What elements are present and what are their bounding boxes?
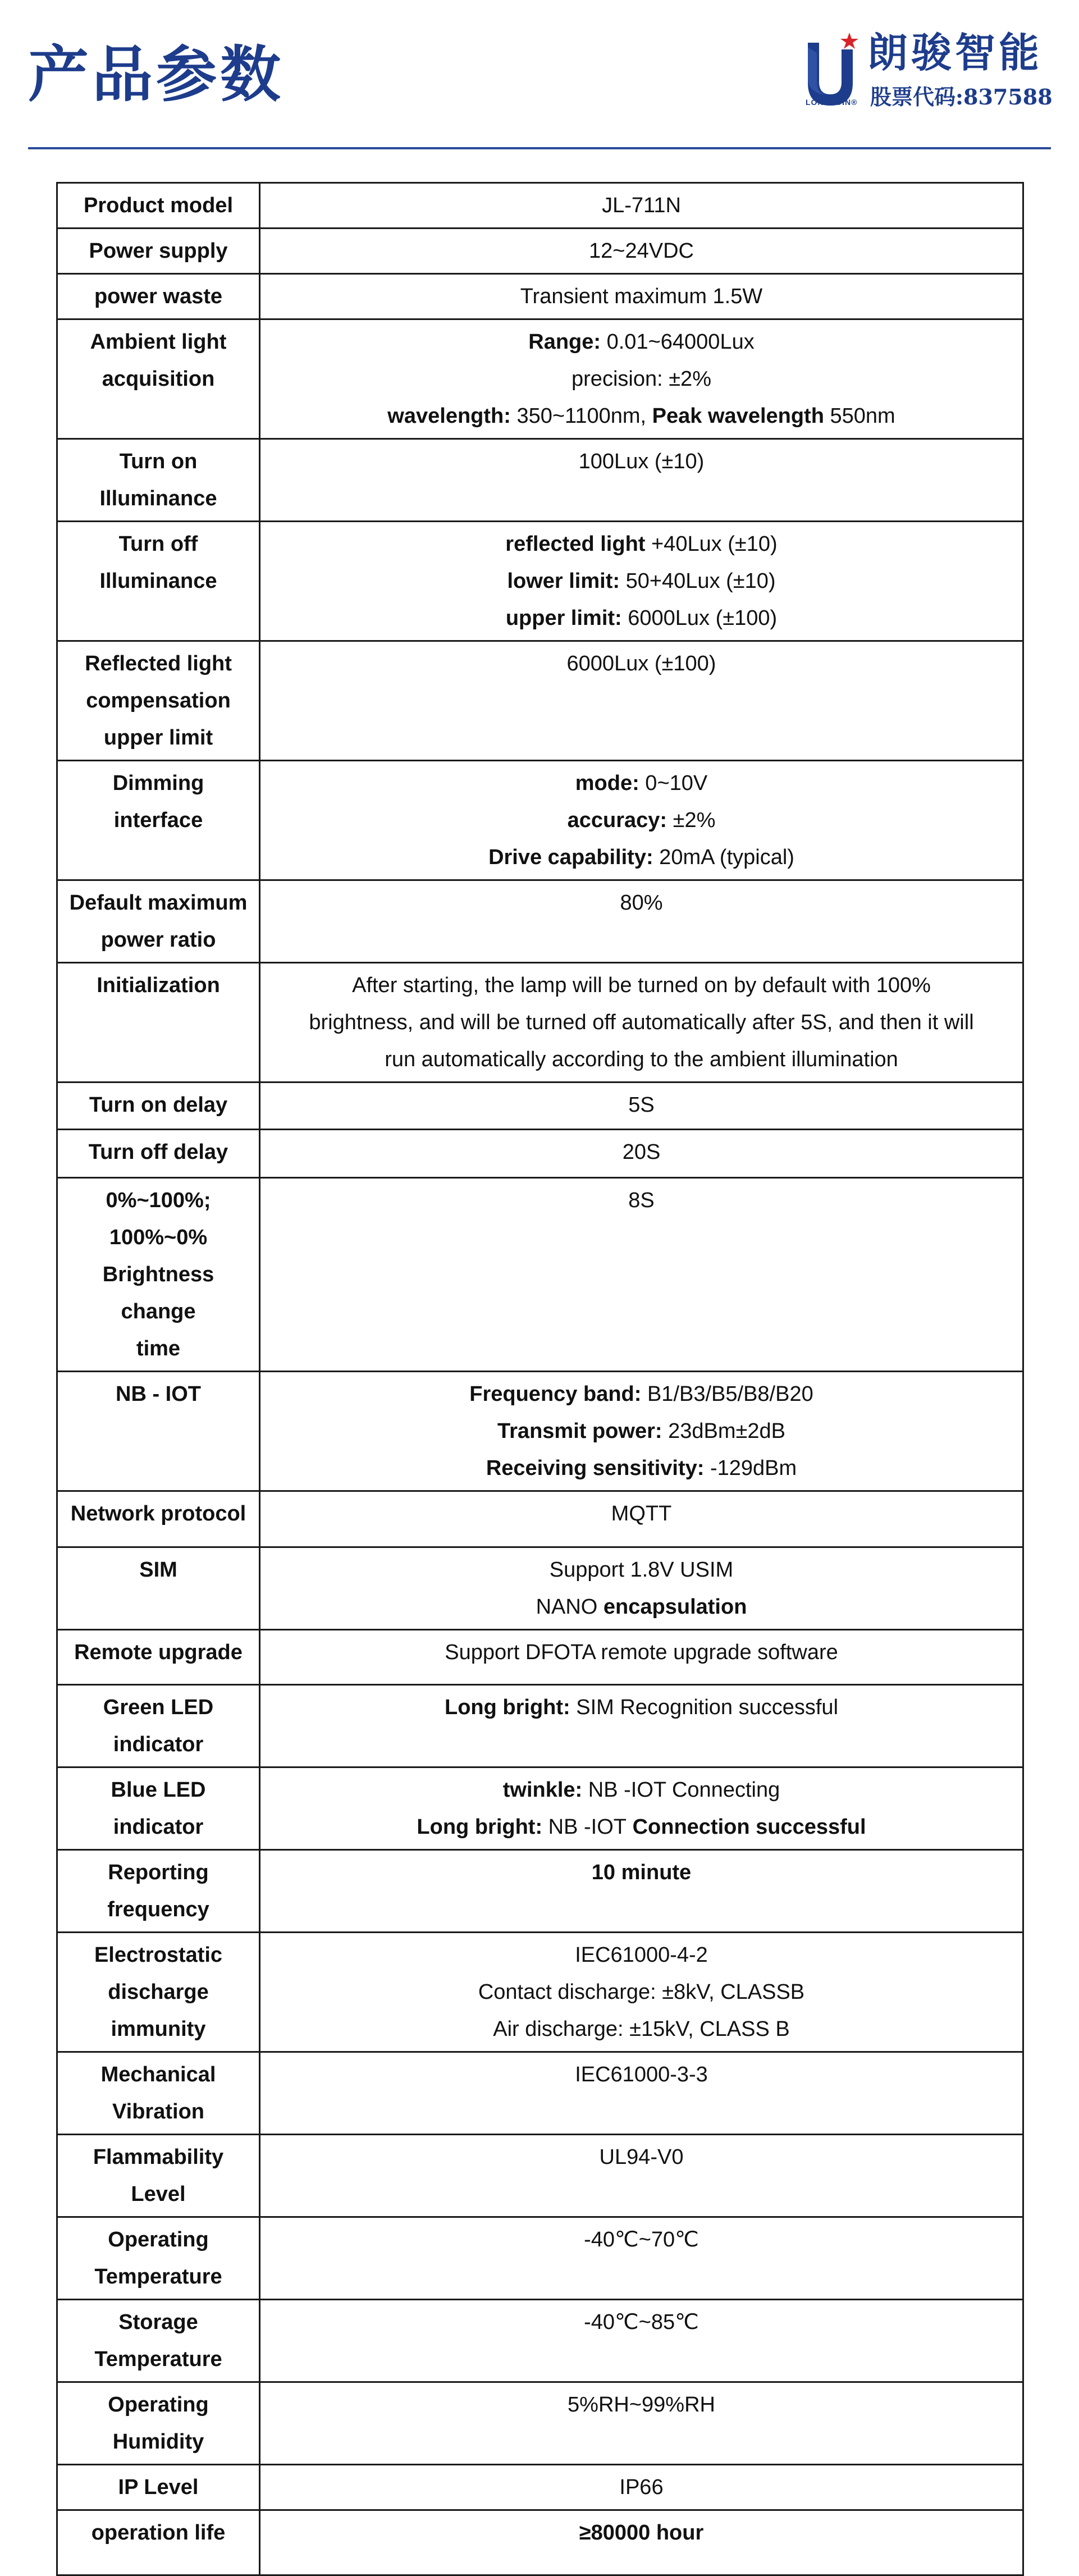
spec-label: power waste — [57, 274, 260, 319]
spec-label: operation life — [57, 2510, 260, 2575]
table-row — [57, 522, 1023, 641]
spec-label: NB - IOT — [57, 1372, 260, 1491]
table-row — [57, 274, 1023, 319]
spec-label: Flammability Level — [57, 2135, 260, 2217]
table-row — [57, 1491, 1023, 1547]
table-row — [57, 2300, 1023, 2382]
brand-name-cn: 朗骏智能 — [867, 29, 1043, 76]
table-row — [57, 761, 1023, 880]
table-row — [57, 2510, 1023, 2575]
spec-value: 5%RH~99%RH — [260, 2382, 1023, 2465]
spec-value: 8S — [260, 1178, 1023, 1372]
table-row — [57, 2052, 1023, 2135]
spec-label: IP Level — [57, 2465, 260, 2510]
table-row — [57, 183, 1023, 229]
table-row — [57, 2382, 1023, 2465]
table-row — [57, 439, 1023, 522]
table-row — [57, 880, 1023, 963]
table-row — [57, 1767, 1023, 1850]
table-row — [57, 1130, 1023, 1178]
spec-value: IEC61000-3-3 — [260, 2052, 1023, 2135]
spec-label: Reflected light compensation upper limit — [57, 641, 260, 761]
table-row — [57, 1933, 1023, 2052]
spec-table-container — [56, 182, 1024, 2576]
table-row — [57, 1850, 1023, 1933]
spec-label: SIM — [57, 1547, 260, 1630]
spec-value: Support 1.8V USIM NANO encapsulation — [260, 1547, 1023, 1630]
spec-value: reflected light +40Lux (±10) lower limit: 50+40Lux (±10) upper limit: 6000Lux (±100) — [260, 522, 1023, 641]
table-row — [57, 2217, 1023, 2300]
spec-label: 0%~100%; 100%~0% Brightness change time — [57, 1178, 260, 1372]
spec-label: Storage Temperature — [57, 2300, 260, 2382]
header-divider — [28, 147, 1051, 149]
spec-table — [56, 182, 1024, 2576]
spec-value: Transient maximum 1.5W — [260, 274, 1023, 319]
table-row — [57, 963, 1023, 1083]
page-title: 产品参数 — [28, 40, 285, 110]
spec-label: Green LED indicator — [57, 1685, 260, 1767]
spec-label: Turn off delay — [57, 1130, 260, 1178]
spec-value: UL94-V0 — [260, 2135, 1023, 2217]
spec-label: Mechanical Vibration — [57, 2052, 260, 2135]
spec-label: Turn on Illuminance — [57, 439, 260, 522]
spec-value: ≥80000 hour — [260, 2510, 1023, 2575]
table-row — [57, 1372, 1023, 1491]
spec-value: -40℃~70℃ — [260, 2217, 1023, 2300]
table-row — [57, 319, 1023, 439]
spec-value: 6000Lux (±100) — [260, 641, 1023, 761]
spec-value: 100Lux (±10) — [260, 439, 1023, 522]
spec-label: Reporting frequency — [57, 1850, 260, 1933]
stock-code: 股票代码:837588 — [870, 84, 1053, 109]
spec-value: 12~24VDC — [260, 229, 1023, 274]
spec-label: Blue LED indicator — [57, 1767, 260, 1850]
table-row — [57, 1685, 1023, 1767]
table-row — [57, 1547, 1023, 1630]
spec-label: Product model — [57, 183, 260, 229]
spec-value: IP66 — [260, 2465, 1023, 2510]
brand-name-en: LONGJOIN® — [806, 98, 858, 107]
spec-value: JL-711N — [260, 183, 1023, 229]
spec-label: Electrostatic discharge immunity — [57, 1933, 260, 2052]
spec-label: Initialization — [57, 963, 260, 1083]
table-row — [57, 2465, 1023, 2510]
spec-value: After starting, the lamp will be turned on by default with 100% brightness, and will be turned off automatically after 5S, and then it will run automatically according to the ambient illumination — [260, 963, 1023, 1083]
spec-value: mode: 0~10V accuracy: ±2% Drive capability: 20mA (typical) — [260, 761, 1023, 880]
spec-label: Power supply — [57, 229, 260, 274]
spec-value: Support DFOTA remote upgrade software — [260, 1630, 1023, 1685]
spec-value: Range: 0.01~64000Lux precision: ±2% wavelength: 350~1100nm, Peak wavelength 550nm — [260, 319, 1023, 439]
table-row — [57, 641, 1023, 761]
spec-value: twinkle: NB -IOT Connecting Long bright: NB -IOT Connection successful — [260, 1767, 1023, 1850]
spec-label: Operating Humidity — [57, 2382, 260, 2465]
spec-value: 10 minute — [260, 1850, 1023, 1933]
spec-label: Ambient light acquisition — [57, 319, 260, 439]
table-row — [57, 1178, 1023, 1372]
spec-label: Dimming interface — [57, 761, 260, 880]
spec-label: Operating Temperature — [57, 2217, 260, 2300]
spec-value: Frequency band: B1/B3/B5/B8/B20 Transmit power: 23dBm±2dB Receiving sensitivity: -129dBm — [260, 1372, 1023, 1491]
spec-value: MQTT — [260, 1491, 1023, 1547]
spec-value: 80% — [260, 880, 1023, 963]
spec-value: Long bright: SIM Recognition successful — [260, 1685, 1023, 1767]
spec-label: Network protocol — [57, 1491, 260, 1547]
spec-label: Default maximum power ratio — [57, 880, 260, 963]
spec-value: 20S — [260, 1130, 1023, 1178]
table-row — [57, 2135, 1023, 2217]
table-row — [57, 1083, 1023, 1130]
page-header — [0, 0, 1079, 152]
spec-label: Turn on delay — [57, 1083, 260, 1130]
spec-value: IEC61000-4-2 Contact discharge: ±8kV, CLASSB Air discharge: ±15kV, CLASS B — [260, 1933, 1023, 2052]
spec-label: Turn off Illuminance — [57, 522, 260, 641]
brand-logo — [800, 27, 1064, 122]
table-row — [57, 229, 1023, 274]
spec-label: Remote upgrade — [57, 1630, 260, 1685]
spec-value: -40℃~85℃ — [260, 2300, 1023, 2382]
spec-value: 5S — [260, 1083, 1023, 1130]
table-row — [57, 1630, 1023, 1685]
